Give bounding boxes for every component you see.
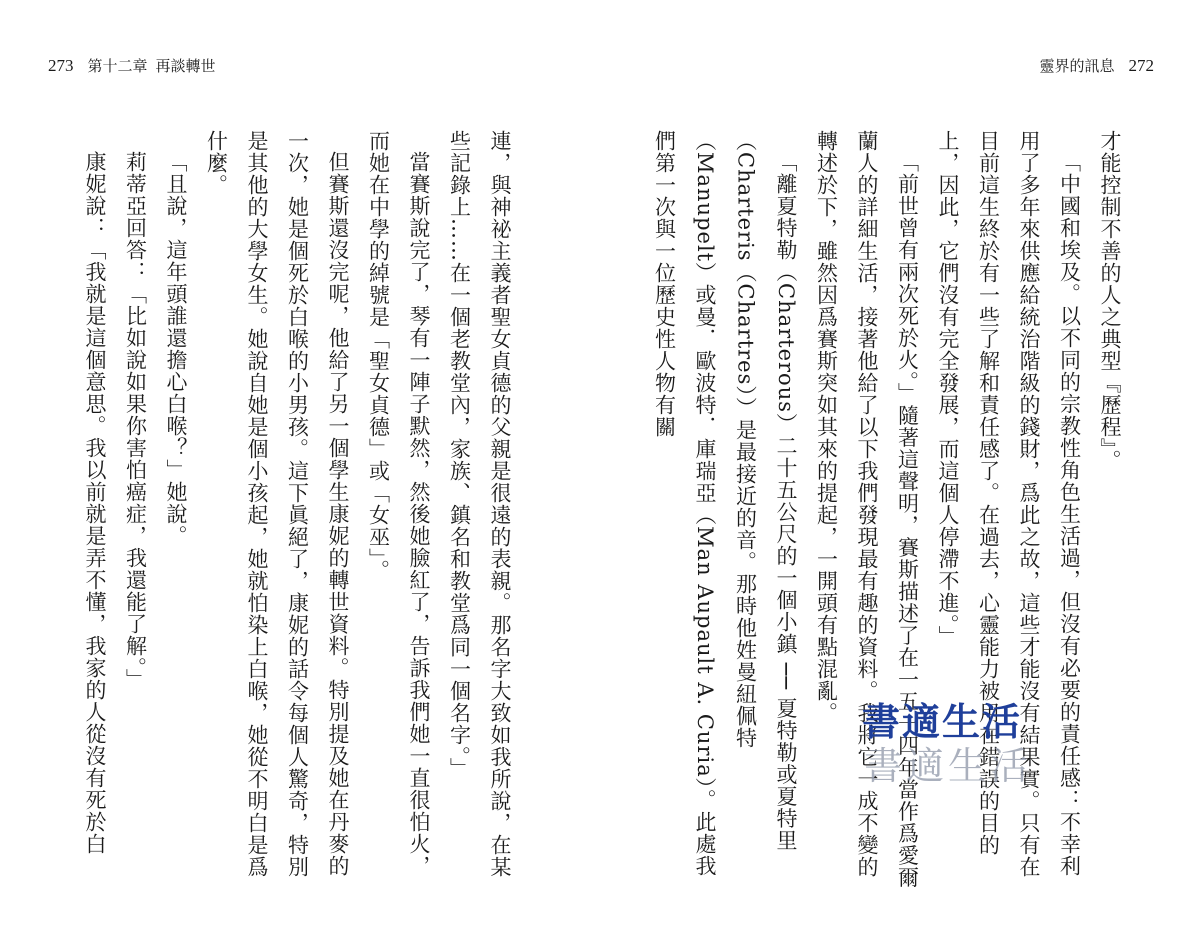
chapter-title: 再談轉世 [155, 57, 216, 75]
left-page-number: 273 [48, 56, 74, 75]
book-title: 靈界的訊息 [1039, 57, 1115, 75]
watermark-shadow: 書適生活 [864, 744, 1033, 788]
right-running-header [1039, 56, 1154, 76]
paragraph: 莉蒂亞回答：「比如說如果你害怕癌症，我還能了解。」 [123, 151, 148, 691]
paragraph: 康妮說：「我就是這個意思。我以前就是弄不懂，我家的人從沒有死於白 [83, 151, 107, 855]
paragraph: 但賽斯還沒完呢，他給了另一個學生康妮的轉世資料。特別提及她在丹麥的一次，她是個死於白喉的小男孩。這下眞絕了，康妮的話令每個人驚奇，特別是其他的大學女生。她說自她是個小孩起，她就怕染上白喉，她從不明白是爲什麼。 [204, 130, 350, 878]
paragraph: 「前世曾有兩次死於火。」隨著這聲明，賽斯描述了在一五一四年當作爲愛爾蘭人的詳細生活，接著他給了以下我們發現最有趣的資料。我將它一成不變的轉述於下，雖然因爲賽斯突如其來的提起，一開頭有點混亂。 [814, 130, 920, 889]
watermark-primary: 書適生活 [862, 700, 1023, 744]
paragraph: 「且說，這年頭誰還擔心白喉？」她說。 [164, 151, 188, 547]
paragraph: 「中國和埃及。以不同的宗教性角色生活過，但沒有必要的責任感：不幸利用了多年來供應給統治階級的錢財，爲此之故，這些才能沒有結果實。只有在目前這生終於有一些了解和責任感了。在過去，心靈能力被用在錯誤的目的上，因此，它們沒有完全發展，而這個人停滯不進。」 [936, 130, 1082, 878]
paragraph: 才能控制不善的人之典型『歷程』。 [1098, 130, 1122, 472]
left-running-header [48, 56, 216, 76]
paragraph: 「離夏特勒（Charterous）二十五公尺的一個小鎮 ── 夏特勒或夏特里（Charteris（Chartres））是最接近的音。那時他姓曼紐佩特（Manupelt）或曼．歐波特．庫瑞亞（Man Aupault A. Curia）。此處我們第一次與一位歷史性人物有關 [652, 130, 798, 878]
chapter-number: 第十二章 [87, 57, 148, 75]
left-page-body [60, 130, 520, 890]
right-page-body [652, 130, 1130, 890]
paragraph: 當賽斯說完了，琴有一陣子默然，然後她臉紅了，告訴我們她一直很怕火，而她在中學的綽號是「聖女貞德」或「女巫」。 [366, 130, 431, 877]
paragraph: 連，與神祕主義者聖女貞德的父親是很遠的表親。那名字大致如我所說，在某些記錄上……在一個老教堂內，家族、鎮名和教堂爲同一個名字。」 [447, 130, 512, 878]
right-page-number: 272 [1128, 56, 1154, 75]
